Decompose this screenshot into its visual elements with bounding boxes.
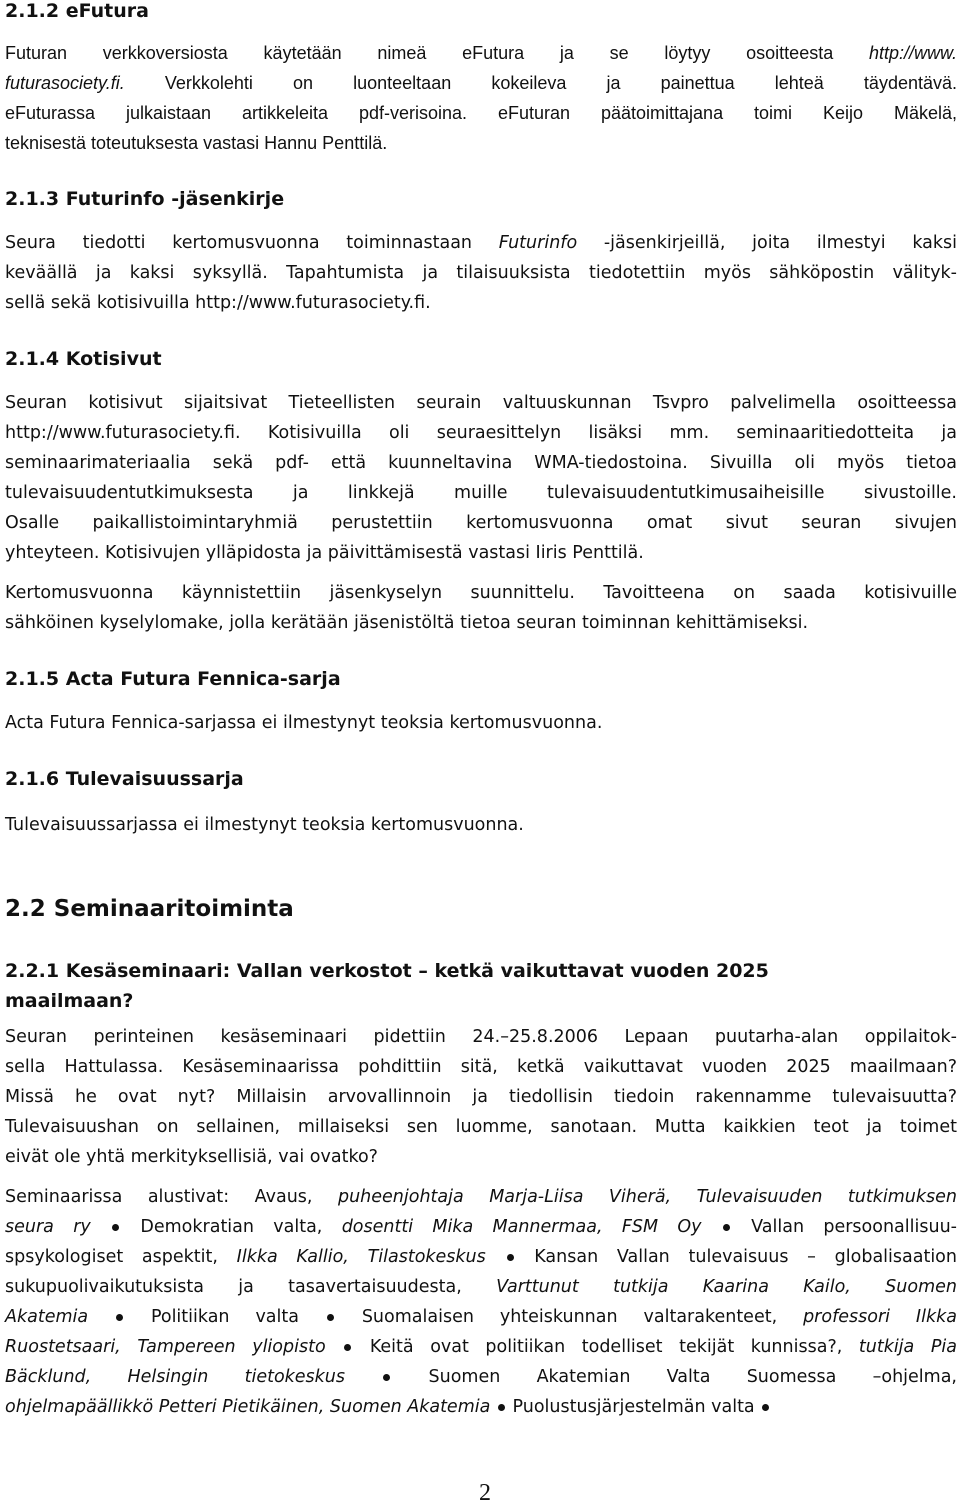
text-line: Osalle paikallistoimintaryhmiä perustettiin kertomusvuonna omat sivut seuran sivujen (5, 513, 957, 533)
program-text: Vallan persoonallisuu- (751, 1217, 957, 1237)
text-line: Tulevaisuushan on sellainen, millaiseksi sen luomme, sanotaan. Mutta kaikkien teot ja toimet (5, 1117, 957, 1137)
bullet-icon (112, 1224, 119, 1231)
bullet-icon (344, 1344, 351, 1351)
bullet-icon (498, 1404, 505, 1411)
program-text: Kansan Vallan tulevaisuus – globalisaation (534, 1247, 957, 1267)
heading-line: maailmaan? (5, 990, 134, 1012)
text-line: yhteyteen. Kotisivujen ylläpidosta ja päivittämisestä vastasi Iiris Penttilä. (5, 543, 644, 563)
bullet-icon (762, 1404, 769, 1411)
text-line: Seura tiedotti kertomusvuonna toiminnastaan Futurinfo -jäsenkirjeillä, joita ilmestyi kaksi (5, 233, 957, 253)
text-line: Tulevaisuussarjassa ei ilmestynyt teoksia kertomusvuonna. (5, 815, 524, 835)
speaker-text: tutkija Pia (858, 1337, 957, 1357)
section-heading-acta: 2.1.5 Acta Futura Fennica-sarja (5, 668, 341, 690)
text-line: keväällä ja kaksi syksyllä. Tapahtumista ja tilaisuuksista tiedotettiin myös sähköpostin välityk- (5, 263, 957, 283)
text-line: Seuran kotisivut sijaitsivat Tieteellisten seurain valtuuskunnan Tsvpro palvelimella osoitteessa (5, 393, 957, 413)
heading-line: 2.2.1 Kesäseminaari: Vallan verkostot – ketkä vaikuttavat vuoden 2025 (5, 960, 769, 982)
text-line (5, 1332, 957, 1362)
program-text: Demokratian valta, (140, 1217, 342, 1237)
section-heading-kotisivut: 2.1.4 Kotisivut (5, 348, 162, 370)
text-line: Futuran verkkoversiosta käytetään nimeä eFutura ja se löytyy osoitteesta http://www. (5, 43, 957, 63)
text-line (5, 1272, 957, 1302)
paragraph-acta (5, 708, 957, 738)
speaker-text: dosentti Mika Mannermaa, FSM Oy (341, 1217, 702, 1237)
paragraph-seminar-program (5, 1182, 957, 1422)
text-line: sella Hattulassa. Kesäseminaarissa pohdittiin sitä, ketkä vaikuttavat vuoden 2025 maailmaan? (5, 1057, 957, 1077)
speaker-text: seura ry (5, 1217, 91, 1237)
speaker-text: Ilkka Kallio, Tilastokeskus (236, 1247, 486, 1267)
speaker-text: Bäcklund, Helsingin tietokeskus (5, 1367, 346, 1387)
text-line (5, 1242, 957, 1272)
program-text: Suomen Akatemian Valta Suomessa –ohjelma, (428, 1367, 957, 1387)
text-line: Missä he ovat nyt? Millaisin arvovallinnoin ja tiedollisin tiedoin rakennamme tulevaisuutta? (5, 1087, 957, 1107)
text-line: tulevaisuudentutkimuksesta ja linkkejä muille tulevaisuudentutkimusaiheisille sivustoille. (5, 483, 957, 503)
text-line: Kertomusvuonna käynnistettiin jäsenkyselyn suunnittelu. Tavoitteena on saada kotisivuille (5, 583, 957, 603)
bullet-icon (723, 1224, 730, 1231)
program-text: Seminaarissa alustivat: Avaus, (5, 1187, 338, 1207)
program-text: Puolustusjärjestelmän valta (512, 1397, 755, 1417)
speaker-text: Ruostetsaari, Tampereen yliopisto (5, 1337, 326, 1357)
text-line (5, 1212, 957, 1242)
paragraph-futurinfo (5, 228, 957, 318)
speaker-text: puheenjohtaja Marja-Liisa Viherä, Tulevaisuuden tutkimuksen (337, 1187, 957, 1207)
paragraph-tulevaisuussarja (5, 810, 957, 840)
section-heading-kesaseminaari (5, 956, 769, 1016)
paragraph-jasenkysely (5, 578, 957, 638)
section-heading-tulevaisuussarja: 2.1.6 Tulevaisuussarja (5, 768, 244, 790)
bullet-icon (383, 1374, 390, 1381)
text-line: Acta Futura Fennica-sarjassa ei ilmestynyt teoksia kertomusvuonna. (5, 713, 603, 733)
text-line: http://www.futurasociety.fi. Kotisivuilla oli seuraesittelyn lisäksi mm. seminaaritiedotteita ja (5, 423, 957, 443)
bullet-icon (507, 1254, 514, 1261)
text-line: teknisestä toteutuksesta vastasi Hannu Penttilä. (5, 133, 388, 153)
program-text: Keitä ovat politiikan todelliset tekijät kunnissa?, (369, 1337, 859, 1357)
paragraph-kesaseminaari (5, 1022, 957, 1172)
speaker-text: Akatemia (5, 1307, 89, 1327)
text-line: futurasociety.fi. Verkkolehti on luonteeltaan kokeileva ja painettua lehteä täydentävä. (5, 73, 957, 93)
section-heading-efutura: 2.1.2 eFutura (5, 0, 149, 22)
text-line: Seuran perinteinen kesäseminaari pidettiin 24.–25.8.2006 Lepaan puutarha-alan oppilaitok- (5, 1027, 957, 1047)
paragraph-efutura (5, 38, 957, 158)
text-line: sellä sekä kotisivuilla http://www.futurasociety.fi. (5, 293, 431, 313)
text-line: eivät ole yhtä merkityksellisiä, vai ovatko? (5, 1147, 378, 1167)
text-line (5, 1392, 957, 1422)
url-text[interactable]: http://www. (868, 43, 957, 63)
program-text: Politiikan valta (150, 1307, 299, 1327)
text-line (5, 1302, 957, 1332)
section-heading-futurinfo: 2.1.3 Futurinfo -jäsenkirje (5, 188, 285, 210)
program-text: sukupuolivaikutuksista ja tasavertaisuudesta, (5, 1277, 497, 1297)
bullet-icon (116, 1314, 123, 1321)
text-line: seminaarimateriaalia sekä pdf- että kuunneltavina WMA-tiedostoina. Sivuilla oli myös tietoa (5, 453, 957, 473)
paragraph-kotisivut (5, 388, 957, 568)
text-line: eFuturassa julkaistaan artikkeleita pdf-verisoina. eFuturan päätoimittajana toimi Keijo Mäkelä, (5, 103, 957, 123)
text-line: sähköinen kyselylomake, jolla kerätään jäsenistöltä tietoa seuran toiminnan kehittämiseksi. (5, 613, 809, 633)
speaker-text: ohjelmapäällikkö Petteri Pietikäinen, Suomen Akatemia (5, 1397, 491, 1417)
text-line (5, 1362, 957, 1392)
speaker-text: professori Ilkka (803, 1307, 957, 1327)
program-text: Suomalaisen yhteiskunnan valtarakenteet, (361, 1307, 804, 1327)
bullet-icon (327, 1314, 334, 1321)
speaker-text: Varttunut tutkija Kaarina Kailo, Suomen (496, 1277, 957, 1297)
program-text: spsykologiset aspektit, (5, 1247, 237, 1267)
text-line (5, 1182, 957, 1212)
page-number: 2 (479, 1480, 491, 1506)
chapter-heading-seminaaritoiminta: 2.2 Seminaaritoiminta (5, 896, 294, 922)
url-text[interactable]: futurasociety.fi. (5, 73, 125, 93)
